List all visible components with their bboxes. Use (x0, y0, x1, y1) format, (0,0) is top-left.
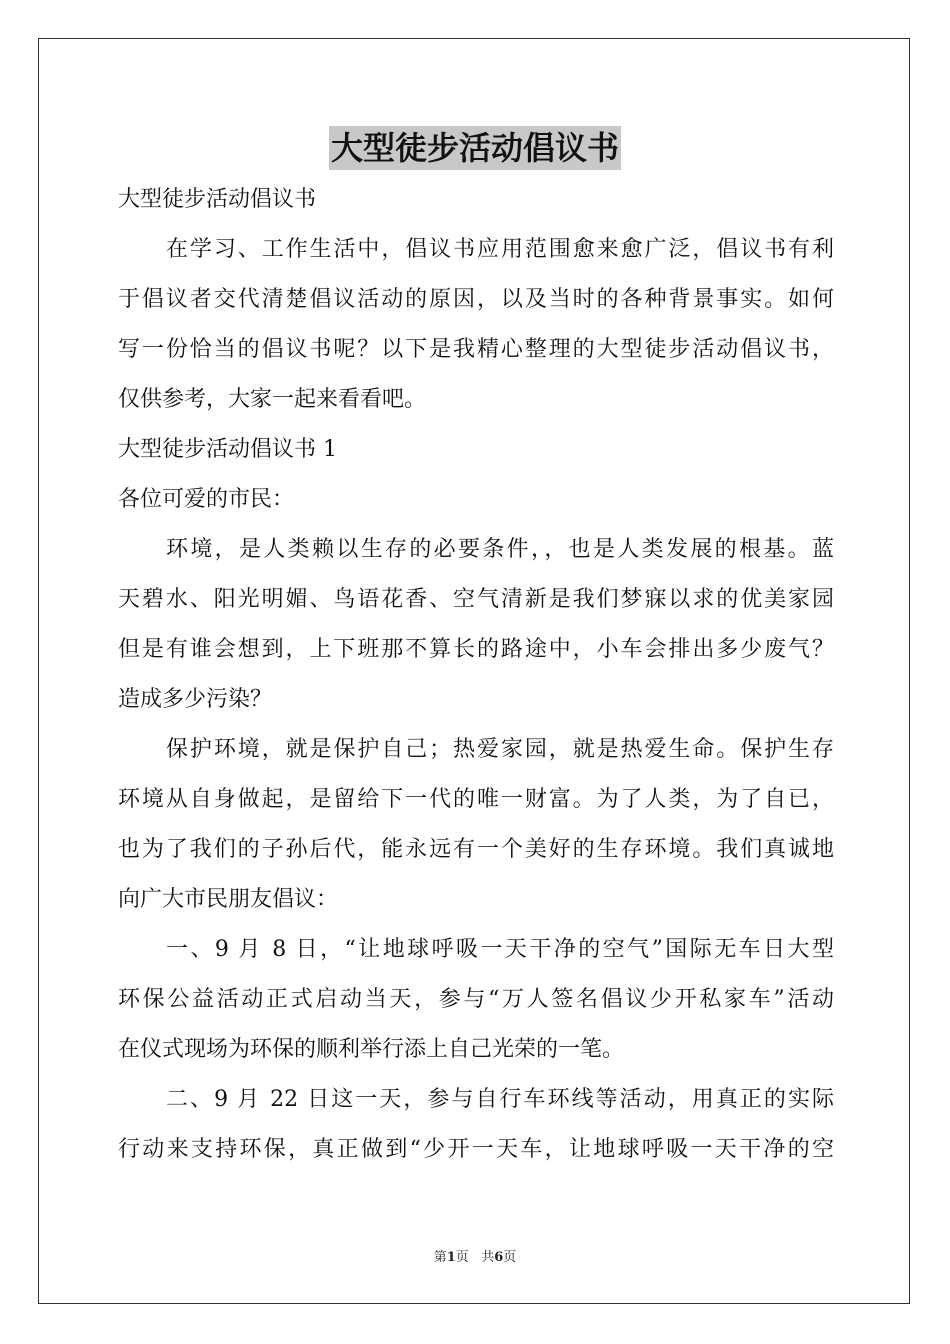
text-line: 向广大市民朋友倡议： (118, 887, 339, 912)
footer-page-suffix: 页 (455, 1250, 469, 1265)
footer-page-current: 1 (446, 1250, 456, 1265)
text-line: 造成多少污染？ (118, 687, 273, 712)
document-body (118, 175, 834, 1175)
text-line: 大型徒步活动倡议书 (118, 187, 317, 212)
title-wrap (0, 126, 950, 170)
text-line: 环境从自身做起，是留给下一代的唯一财富。为了人类，为了自已， (118, 787, 834, 812)
text-line: 保护环境，就是保护自己；热爱家园，就是热爱生命。保护生存 (166, 737, 834, 762)
document-title: 大型徒步活动倡议书 (329, 126, 621, 170)
text-line: 在学习、工作生活中，倡议书应用范围愈来愈广泛，倡议书有利 (166, 237, 834, 262)
text-line: 大型徒步活动倡议书 1 (118, 437, 337, 462)
text-line: 于倡议者交代清楚倡议活动的原因，以及当时的各种背景事实。如何 (118, 287, 834, 312)
text-line: 但是有谁会想到，上下班那不算长的路途中，小车会排出多少废气？ (118, 637, 834, 662)
footer-page-prefix: 第 (433, 1250, 447, 1265)
text-line: 仅供参考，大家一起来看看吧。 (118, 387, 427, 412)
text-line: 二、9 月 22 日这一天，参与自行车环线等活动，用真正的实际 (166, 1087, 834, 1112)
text-line: 在仪式现场为环保的顺利举行添上自己光荣的一笔。 (118, 1037, 625, 1062)
footer-total-suffix: 页 (503, 1250, 517, 1265)
text-line: 一、9 月 8 日，“让地球呼吸一天干净的空气”国际无车日大型 (166, 937, 834, 962)
page-footer (0, 1246, 950, 1265)
text-line: 环保公益活动正式启动当天，参与“万人签名倡议少开私家车”活动 (118, 987, 834, 1012)
text-line: 各位可爱的市民： (118, 487, 295, 512)
text-line: 天碧水、阳光明媚、鸟语花香、空气清新是我们梦寐以求的优美家园 (118, 587, 834, 612)
text-line: 写一份恰当的倡议书呢？以下是我精心整理的大型徒步活动倡议书， (118, 337, 834, 362)
text-line: 也为了我们的子孙后代，能永远有一个美好的生存环境。我们真诚地 (118, 837, 834, 862)
text-line: 环境，是人类赖以生存的必要条件，，也是人类发展的根基。蓝 (166, 537, 834, 562)
footer-total-prefix: 共 (481, 1250, 495, 1265)
footer-page-total: 6 (494, 1250, 504, 1265)
text-line: 行动来支持环保，真正做到“少开一天车，让地球呼吸一天干净的空 (118, 1137, 834, 1162)
